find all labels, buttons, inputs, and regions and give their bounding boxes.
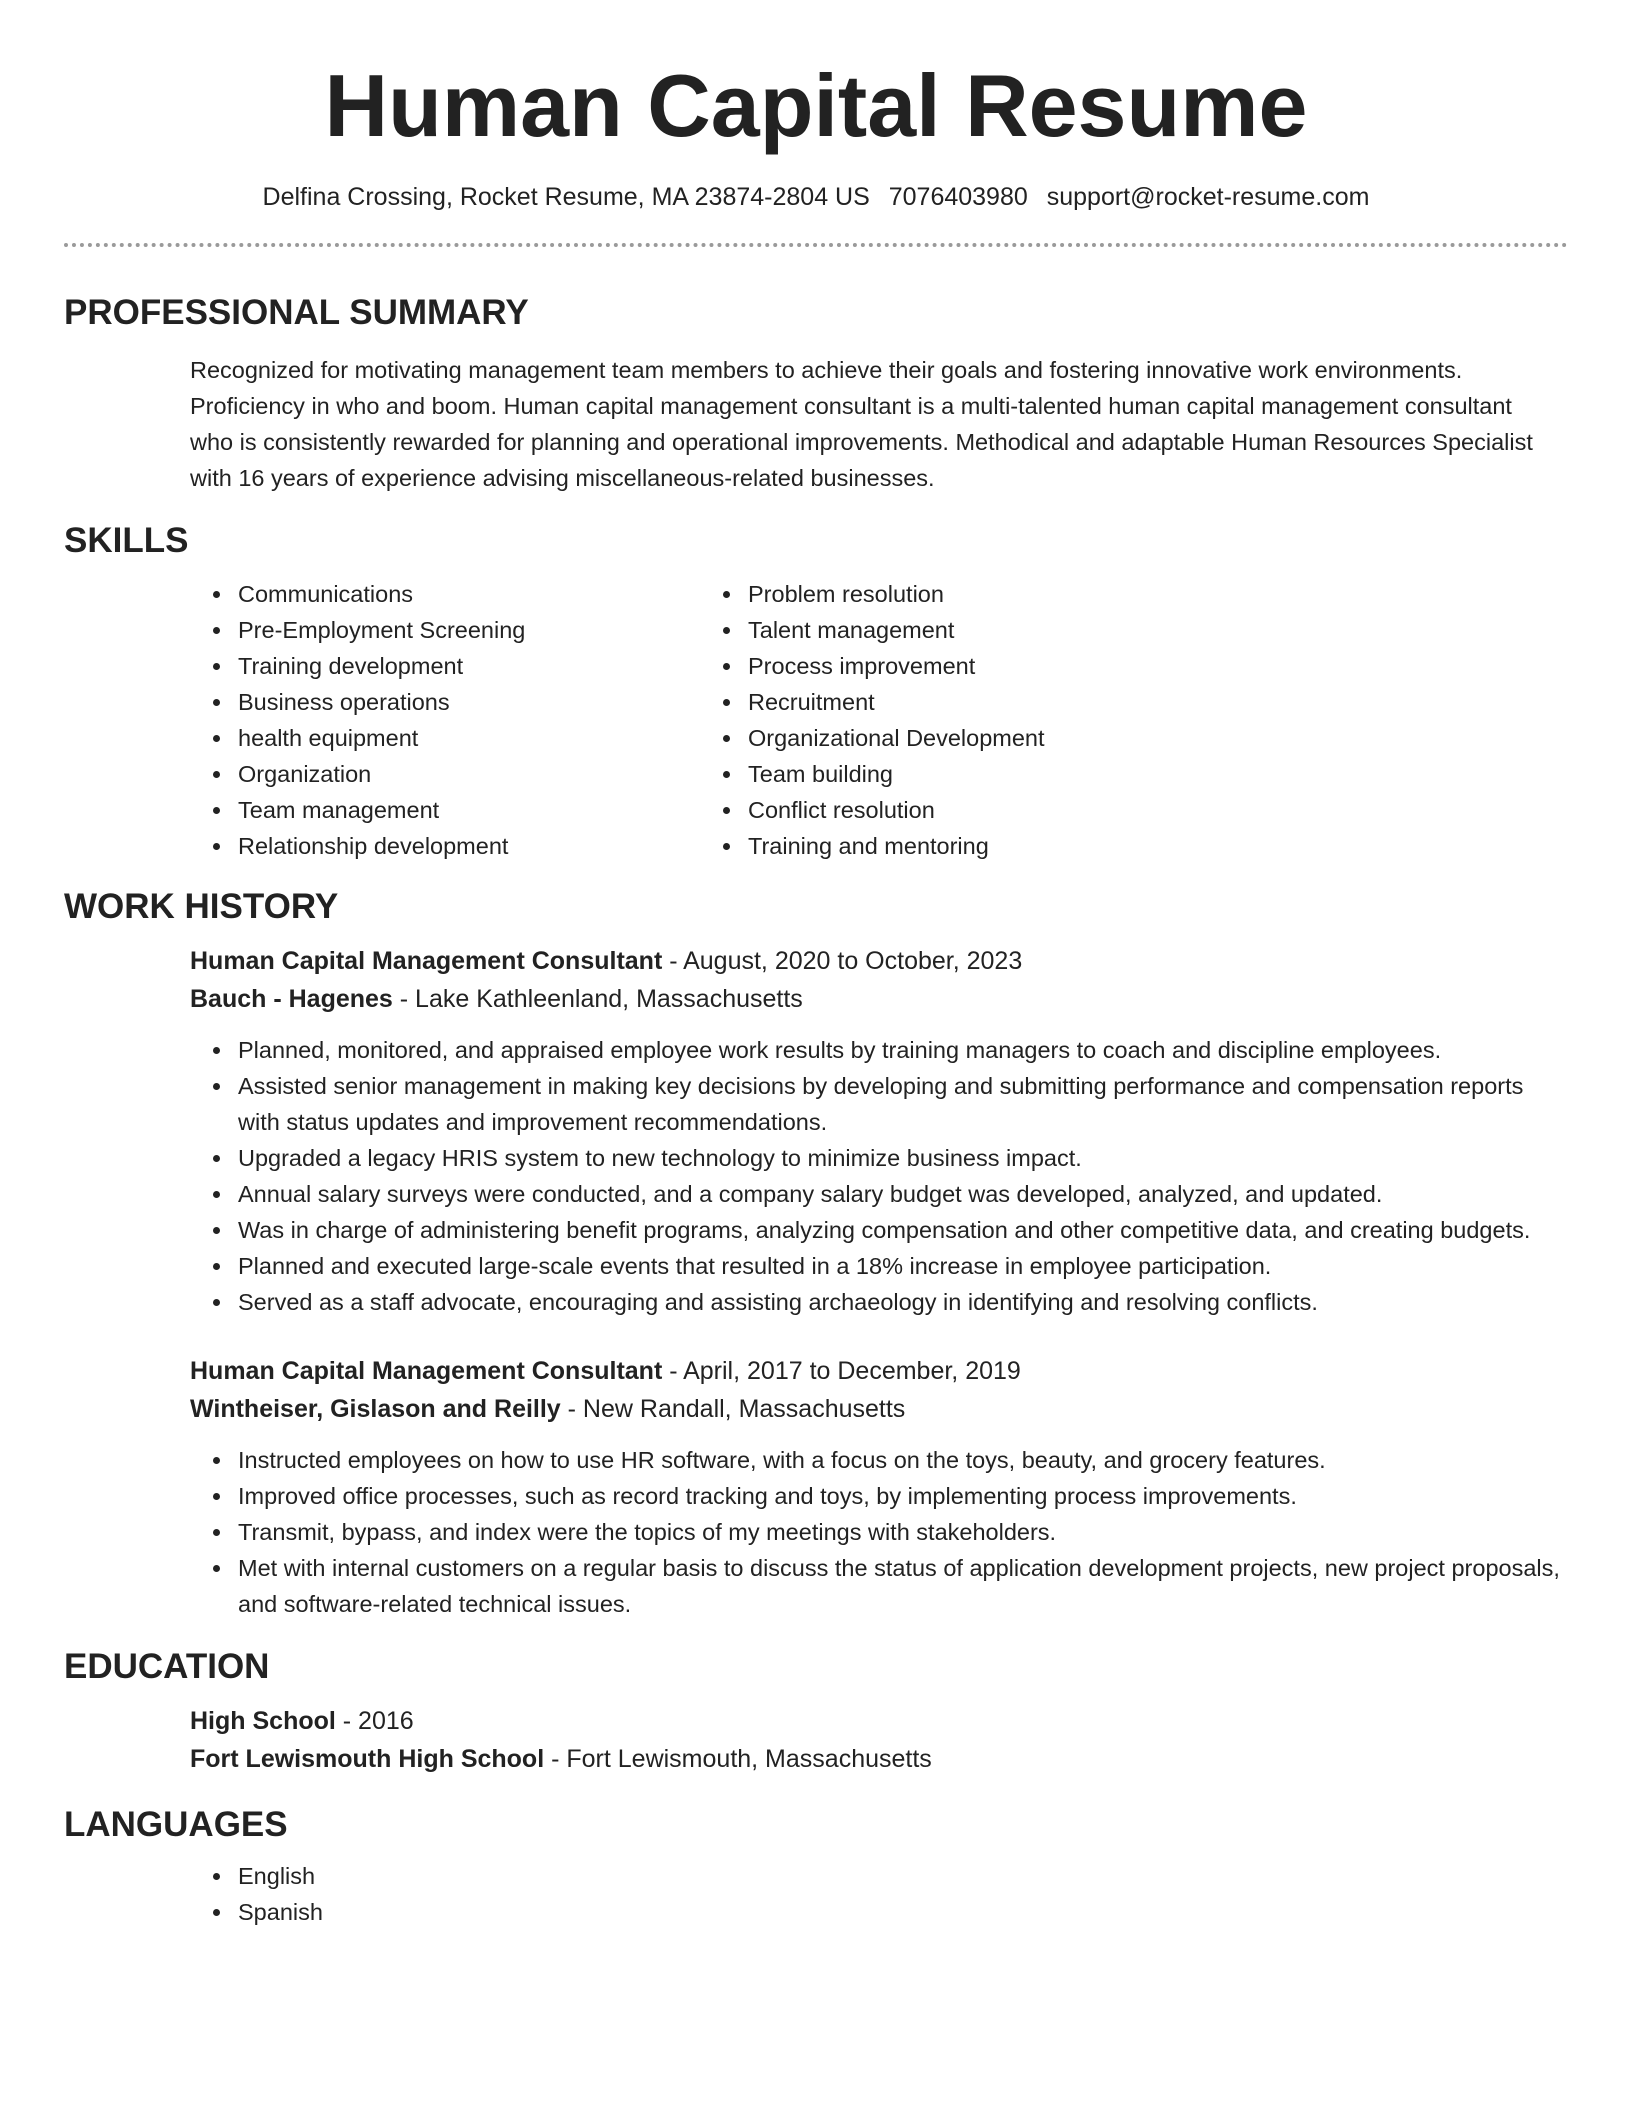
job-title-line xyxy=(190,1352,1568,1390)
skill-item: • Team building xyxy=(744,756,1568,792)
education-degree-line xyxy=(190,1702,1568,1740)
job-bullets xyxy=(64,1442,1568,1622)
job-bullet: • Upgraded a legacy HRIS system to new technology to minimize business impact. xyxy=(234,1140,1568,1176)
education-heading: EDUCATION xyxy=(64,1647,270,1687)
job-bullet: • Transmit, bypass, and index were the topics of my meetings with stakeholders. xyxy=(234,1514,1568,1550)
skills-column-right xyxy=(744,576,1568,864)
job-bullets xyxy=(64,1032,1568,1320)
job-bullet: • Assisted senior management in making key decisions by developing and submitting performance and compensation reports with status updates and improvement recommendations. xyxy=(234,1068,1568,1140)
skills-heading: SKILLS xyxy=(64,521,189,561)
skill-item: • Business operations xyxy=(234,684,744,720)
skill-item: • Organization xyxy=(234,756,744,792)
skill-item: • Training and mentoring xyxy=(744,828,1568,864)
skill-item: • Team management xyxy=(234,792,744,828)
contact-line xyxy=(64,181,1568,214)
education-year: - 2016 xyxy=(335,1707,414,1736)
job-bullet: • Improved office processes, such as record tracking and toys, by implementing process improvements. xyxy=(234,1478,1568,1514)
languages-heading: LANGUAGES xyxy=(64,1805,288,1845)
skills-column-left xyxy=(64,576,744,864)
job-bullet: • Planned and executed large-scale events that resulted in a 18% increase in employee participation. xyxy=(234,1248,1568,1284)
skill-item: • Conflict resolution xyxy=(744,792,1568,828)
job-location: - Lake Kathleenland, Massachusetts xyxy=(392,985,803,1014)
job-bullet: • Annual salary surveys were conducted, and a company salary budget was developed, analyzed, and updated. xyxy=(234,1176,1568,1212)
skill-item: • Recruitment xyxy=(744,684,1568,720)
job-title-line xyxy=(190,942,1568,980)
contact-email: support@rocket-resume.com xyxy=(1046,182,1370,211)
job-bullet: • Met with internal customers on a regular basis to discuss the status of application development projects, new project proposals, and software-related technical issues. xyxy=(234,1550,1568,1622)
job-bullet: • Served as a staff advocate, encouraging and assisting archaeology in identifying and resolving conflicts. xyxy=(234,1284,1568,1320)
contact-phone: 7076403980 xyxy=(888,182,1028,211)
education-degree: High School xyxy=(190,1707,336,1736)
job-dates: - August, 2020 to October, 2023 xyxy=(662,947,1023,976)
job-title: Human Capital Management Consultant xyxy=(190,1357,663,1386)
job-bullet: • Instructed employees on how to use HR software, with a focus on the toys, beauty, and grocery features. xyxy=(234,1442,1568,1478)
language-item: • English xyxy=(234,1858,1568,1894)
language-item: • Spanish xyxy=(234,1894,1568,1930)
job-company: Bauch - Hagenes xyxy=(190,985,393,1014)
page-title: Human Capital Resume xyxy=(324,56,1308,155)
education-school-line xyxy=(190,1740,1568,1778)
job-dates: - April, 2017 to December, 2019 xyxy=(662,1357,1021,1386)
skill-item: • Relationship development xyxy=(234,828,744,864)
skill-item: • Organizational Development xyxy=(744,720,1568,756)
education-location: - Fort Lewismouth, Massachusetts xyxy=(544,1745,932,1774)
summary-text: Recognized for motivating management team members to achieve their goals and fostering innovative work environments. Proficiency in who and boom. Human capital management consultant is a multi-talented human capital management consultant who is consistently rewarded for planning and operational improvements. Methodical and adaptable Human Resources Specialist with 16 years of experience advising miscellaneous-related businesses. xyxy=(190,357,1533,492)
job-company-line xyxy=(190,1390,1568,1428)
skill-item: • Talent management xyxy=(744,612,1568,648)
skill-item: • health equipment xyxy=(234,720,744,756)
work-history-heading: WORK HISTORY xyxy=(64,887,339,927)
job-location: - New Randall, Massachusetts xyxy=(560,1395,906,1424)
summary-heading: PROFESSIONAL SUMMARY xyxy=(64,293,529,333)
skill-item: • Process improvement xyxy=(744,648,1568,684)
job-bullet: • Was in charge of administering benefit programs, analyzing compensation and other competitive data, and creating budgets. xyxy=(234,1212,1568,1248)
skill-item: • Communications xyxy=(234,576,744,612)
contact-address: Delfina Crossing, Rocket Resume, MA 23874-2804 US xyxy=(262,182,870,211)
skill-item: • Training development xyxy=(234,648,744,684)
languages-list xyxy=(64,1858,1568,1930)
job-title: Human Capital Management Consultant xyxy=(190,947,663,976)
skill-item: • Problem resolution xyxy=(744,576,1568,612)
skill-item: • Pre-Employment Screening xyxy=(234,612,744,648)
skills-list xyxy=(64,576,1568,864)
job-bullet: • Planned, monitored, and appraised employee work results by training managers to coach and discipline employees. xyxy=(234,1032,1568,1068)
job-company-line xyxy=(190,980,1568,1018)
job-company: Wintheiser, Gislason and Reilly xyxy=(190,1395,561,1424)
education-school: Fort Lewismouth High School xyxy=(190,1745,545,1774)
